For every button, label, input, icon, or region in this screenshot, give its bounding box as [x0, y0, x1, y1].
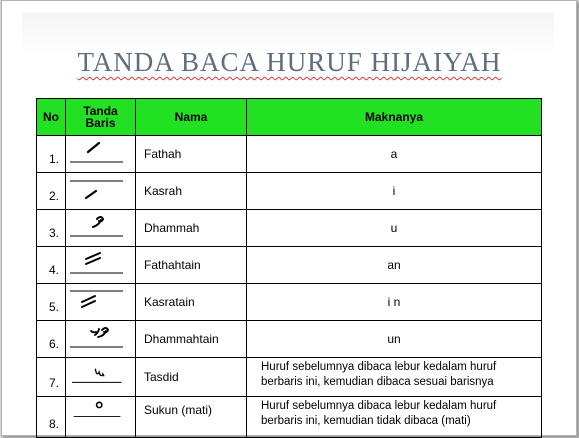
row-nama: Kasratain [136, 284, 247, 321]
table-row [37, 136, 542, 173]
row-number: 7. [37, 358, 66, 397]
row-number: 1. [37, 136, 66, 173]
row-makna: a [247, 136, 542, 173]
row-nama: Kasrah [136, 173, 247, 210]
row-nama: Tasdid [136, 358, 247, 397]
row-nama: Fathah [136, 136, 247, 173]
slide-title-text: TANDA BACA HURUF HIJAIYAH [77, 47, 502, 77]
fathahtain-icon [66, 247, 136, 284]
row-nama: Sukun (mati) [136, 397, 247, 438]
row-makna: an [247, 247, 542, 284]
row-number: 4. [37, 247, 66, 284]
harakat-table [36, 98, 542, 438]
row-nama: Dhammah [136, 210, 247, 247]
row-makna-line: Huruf sebelumnya dibaca lebur kedalam huruf [261, 361, 497, 373]
table-row [37, 321, 542, 358]
fathah-icon [66, 136, 136, 173]
table-row [37, 358, 542, 397]
dhammahtain-icon [66, 321, 136, 358]
header-maknanya: Maknanya [247, 99, 542, 136]
table-row [37, 284, 542, 321]
dhammah-icon [66, 210, 136, 247]
row-makna-line: berbaris ini, kemudian dibaca sesuai barisnya [261, 376, 494, 388]
row-makna: un [247, 321, 542, 358]
kasratain-icon [66, 284, 136, 321]
table-row [37, 173, 542, 210]
row-number: 6. [37, 321, 66, 358]
row-nama: Fathahtain [136, 247, 247, 284]
row-makna: u [247, 210, 542, 247]
table-row [37, 397, 542, 438]
row-makna: i n [247, 284, 542, 321]
table-row [37, 210, 542, 247]
table-header-row [37, 99, 542, 136]
sukun-icon [66, 397, 136, 438]
row-makna: i [247, 173, 542, 210]
table-row [37, 247, 542, 284]
row-number: 5. [37, 284, 66, 321]
slide-title [0, 47, 579, 77]
row-makna [247, 358, 542, 397]
row-nama: Dhammahtain [136, 321, 247, 358]
header-tanda-baris-label: Tanda Baris [83, 104, 118, 130]
row-makna-line: berbaris ini, kemudian tidak dibaca (mati) [261, 415, 471, 427]
header-no: No [37, 99, 66, 136]
kasrah-icon [66, 173, 136, 210]
header-nama: Nama [136, 99, 247, 136]
header-tanda-baris [66, 99, 136, 136]
tasdid-icon [66, 358, 136, 397]
row-makna-line: Huruf sebelumnya dibaca lebur kedalam huruf [261, 400, 497, 412]
row-makna [247, 397, 542, 438]
row-number: 3. [37, 210, 66, 247]
row-number: 2. [37, 173, 66, 210]
row-number: 8. [37, 397, 66, 438]
